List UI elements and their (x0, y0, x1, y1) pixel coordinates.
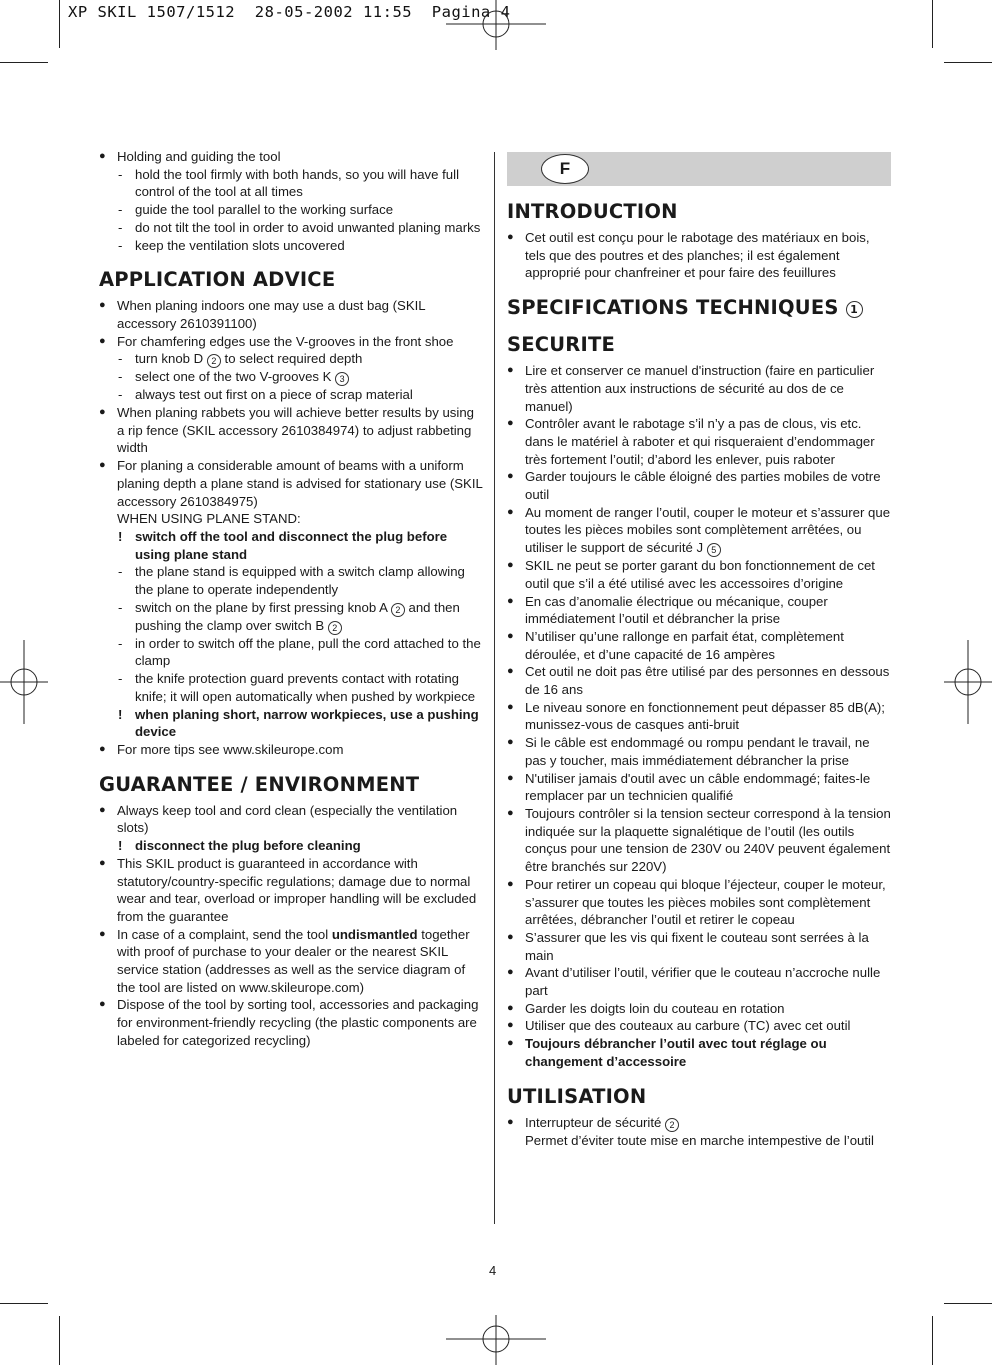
guarantee-list (99, 802, 483, 1050)
heading-application-advice: APPLICATION ADVICE (99, 268, 336, 292)
bullet-item: ● N'utiliser jamais d'outil avec un câble endommagé; faites-le remplacer par un technicien qualifié (507, 770, 891, 805)
figure-ref-badge: 2 (328, 621, 342, 635)
dash-item: - hold the tool firmly with both hands, so you will have full control of the tool at all times (99, 166, 483, 201)
utilisation-subtext: Permet d’éviter toute mise en marche intempestive de l’outil (525, 1132, 874, 1148)
warning-item: ! when planing short, narrow workpieces, use a pushing device (99, 706, 483, 741)
bullet-item: ● Dispose of the tool by sorting tool, accessories and packaging for environment-friendly recycling (the plastic components are labeled for categorized recycling) (99, 996, 483, 1049)
heading-guarantee-environment: GUARANTEE / ENVIRONMENT (99, 772, 420, 796)
bullet-item: ● Lire et conserver ce manuel d'instruction (faire en particulier très attention aux instructions de sécurité au dos de ce manuel) (507, 362, 891, 415)
heading-securite: SECURITE (507, 333, 616, 357)
bullet-item: ● This SKIL product is guaranteed in accordance with statutory/country-specific regulations; damage due to normal wear and tear, overload or improper handling will be excluded from the guarantee (99, 855, 483, 926)
figure-ref-badge: 1 (846, 301, 863, 318)
bullet-item: ● Au moment de ranger l’outil, couper le moteur et s’assurer que toutes les pièces mobiles sont complètement arrêtées, ou utiliser le support de sécurité J 5 (507, 504, 891, 557)
bullet-item: ● Always keep tool and cord clean (especially the ventilation slots) (99, 802, 483, 837)
warning-item: ! disconnect the plug before cleaning (99, 837, 483, 855)
crop-mark (0, 1303, 48, 1304)
holding-list (99, 148, 483, 254)
bullet-item: ● Toujours contrôler si la tension secteur correspond à la tension indiquée sur la plaquette signalétique de l’outil (les outils conçus pour une tension de 230V ou 240V peuvent également être branchés sur 220V) (507, 805, 891, 876)
heading-introduction: INTRODUCTION (507, 200, 678, 223)
dash-item: - guide the tool parallel to the working surface (99, 201, 483, 219)
bullet-item: ● SKIL ne peut se porter garant du bon fonctionnement de cet outil que s’il a été utilisé avec les accessoires d’origine (507, 557, 891, 592)
bullet-item: ● Garder toujours le câble éloigné des parties mobiles de votre outil (507, 468, 891, 503)
bullet-holding: ● Holding and guiding the tool (99, 148, 483, 166)
intro-list (507, 229, 891, 282)
bullet-item: ● For chamfering edges use the V-grooves in the front shoe (99, 333, 483, 351)
bullet-item-bold: ● Toujours débrancher l’outil avec tout réglage ou changement d’accessoire (507, 1035, 891, 1070)
bullet-item: ● Contrôler avant le rabotage s’il n’y a pas de clous, vis etc. dans le matériel à raboter et qui risqueraient d’endommager très fortement l’outil; d’abord les enlever, puis raboter (507, 415, 891, 468)
bullet-item: ● For more tips see www.skileurope.com (99, 741, 483, 759)
dash-item: - switch on the plane by first pressing knob A 2 and then pushing the clamp over switch B 2 (99, 599, 483, 635)
dash-item: - do not tilt the tool in order to avoid unwanted planing marks (99, 219, 483, 237)
bullet-item: ● Utiliser que des couteaux au carbure (TC) avec cet outil (507, 1017, 891, 1035)
crop-mark (0, 62, 48, 63)
bullet-item: ● Le niveau sonore en fonctionnement peut dépasser 85 dB(A); munissez-vous de casques anti-bruit (507, 699, 891, 734)
registration-mark-bottom (446, 1315, 546, 1365)
registration-mark-left (0, 640, 48, 724)
language-bar (507, 152, 891, 186)
heading-specifications: SPECIFICATIONS TECHNIQUES 1 (507, 296, 891, 319)
figure-ref-badge: 2 (665, 1118, 679, 1132)
print-header: XP SKIL 1507/1512 28-05-2002 11:55 Pagina 4 (68, 3, 511, 21)
crop-mark (59, 0, 60, 48)
bullet-item: ● S’assurer que les vis qui fixent le couteau sont serrées à la main (507, 929, 891, 964)
figure-ref-badge: 3 (335, 372, 349, 386)
bullet-item: ● In case of a complaint, send the tool undismantled together with proof of purchase to your dealer or the nearest SKIL service station (addresses as well as the service diagram of the tool are listed on www.skileurope.com) (99, 926, 483, 997)
dash-item: - always test out first on a piece of scrap material (99, 386, 483, 404)
registration-mark-top (446, 0, 546, 50)
bullet-item: ● Interrupteur de sécurité 2 (507, 1114, 891, 1132)
right-column (507, 148, 891, 1149)
figure-ref-badge: 5 (707, 543, 721, 557)
dash-item: - turn knob D 2 to select required depth (99, 350, 483, 368)
heading-utilisation: UTILISATION (507, 1084, 647, 1108)
warning-item: ! switch off the tool and disconnect the plug before using plane stand (99, 528, 483, 563)
application-list (99, 297, 483, 758)
registration-mark-right (944, 640, 992, 724)
column-divider (494, 152, 495, 1224)
bullet-item: ● Garder les doigts loin du couteau en rotation (507, 1000, 891, 1018)
bullet-item: ● En cas d’anomalie électrique ou mécanique, couper immédiatement l’outil et débrancher la prise (507, 593, 891, 628)
bullet-item: ● Cet outil est conçu pour le rabotage des matériaux en bois, tels que des poutres et des planches; il est également approprié pour chanfreiner et pour faire des feuillures (507, 229, 891, 282)
plane-stand-subtitle: WHEN USING PLANE STAND: (117, 511, 301, 527)
dash-item: - in order to switch off the plane, pull the cord attached to the clamp (99, 635, 483, 670)
bullet-item: ● Si le câble est endommagé ou rompu pendant le travail, ne pas y toucher, mais immédiatement débrancher la prise (507, 734, 891, 769)
page-number: 4 (489, 1263, 497, 1278)
dash-item: - the plane stand is equipped with a switch clamp allowing the plane to operate independently (99, 563, 483, 598)
figure-ref-badge: 2 (207, 354, 221, 368)
dash-item: - keep the ventilation slots uncovered (99, 237, 483, 255)
crop-mark (59, 1316, 60, 1365)
crop-mark (944, 62, 992, 63)
bullet-item: ● Cet outil ne doit pas être utilisé par des personnes en dessous de 16 ans (507, 663, 891, 698)
bullet-item: ● Pour retirer un copeau qui bloque l’éjecteur, couper le moteur, s’assurer que toutes les pièces mobiles sont complètement arrêtées, débrancher l’outil et retirer le copeau (507, 876, 891, 929)
crop-mark (932, 1316, 933, 1365)
bullet-item: ● When planing rabbets you will achieve better results by using a rip fence (SKIL accessory 2610384974) to adjust rabbeting width (99, 404, 483, 457)
crop-mark (932, 0, 933, 48)
securite-list (507, 362, 891, 1070)
dash-item: - the knife protection guard prevents contact with rotating knife; it will open automatically when pushed by workpiece (99, 670, 483, 705)
dash-item: - select one of the two V-grooves K 3 (99, 368, 483, 386)
figure-ref-badge: 2 (391, 603, 405, 617)
crop-mark (944, 1303, 992, 1304)
bullet-item: ● For planing a considerable amount of beams with a uniform planing depth a plane stand is advised for stationary use (SKIL accessory 2610384975) (99, 457, 483, 510)
bullet-item: ● Avant d’utiliser l’outil, vérifier que le couteau n’accroche nulle part (507, 964, 891, 999)
bullet-item: ● When planing indoors one may use a dust bag (SKIL accessory 2610391100) (99, 297, 483, 332)
bullet-item: ● N’utiliser qu’une rallonge en parfait état, complètement déroulée, et d’une capacité de 16 ampères (507, 628, 891, 663)
utilisation-list (507, 1114, 891, 1150)
language-badge: F (541, 154, 589, 184)
left-column (99, 148, 483, 1050)
